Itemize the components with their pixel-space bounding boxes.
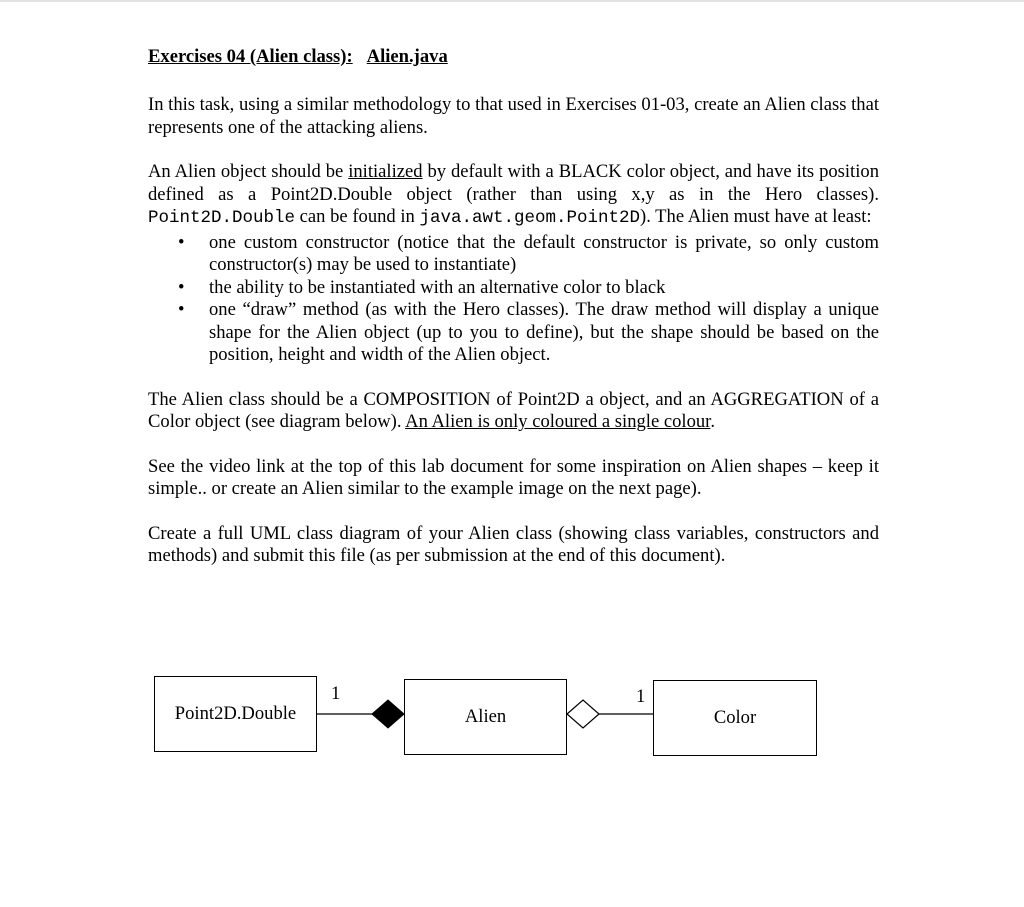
bullet-icon: • [178, 231, 185, 253]
code-java-awt-geom-point2d: java.awt.geom.Point2D [419, 208, 641, 228]
exercise-title [148, 46, 879, 70]
filled-diamond-icon [372, 700, 404, 728]
text-segment: can be found in [295, 206, 420, 227]
text-segment: . [710, 411, 715, 432]
text-segment: An Alien object should be [148, 161, 349, 182]
class-name: Alien [464, 706, 507, 727]
multiplicity-color: 1 [636, 686, 646, 707]
list-item-text: one custom constructor (notice that the default constructor is private, so only custom constructor(s) may be used to instantiate) [209, 231, 879, 275]
bullet-icon: • [178, 276, 185, 298]
uml-class-color[interactable] [653, 680, 817, 756]
text-segment: ). The Alien must have at least: [640, 206, 872, 227]
uml-class-alien[interactable] [404, 679, 567, 755]
hollow-diamond-icon [567, 700, 599, 728]
document-page [148, 46, 879, 568]
bullet-icon: • [178, 299, 185, 320]
intro-paragraph: In this task, using a similar methodology to that used in Exercises 01-03, create an Alien class that represents one of the attacking aliens. [148, 94, 879, 138]
multiplicity-point2d: 1 [331, 683, 341, 704]
list-item-text: the ability to be instantiated with an alternative color to black [209, 276, 666, 298]
submission-paragraph: Create a full UML class diagram of your Alien class (showing class variables, constructors and methods) and submit this file (as per submission at the end of this document). [148, 522, 879, 566]
text-segment: The Alien class should be a COMPOSITION of Point2D a object, and an AGGREGATION of a Color object (see diagram below). [148, 388, 879, 432]
inspiration-paragraph: See the video link at the top of this lab document for some inspiration on Alien shapes – keep it simple.. or create an Alien similar to the example image on the next page). [148, 455, 879, 499]
uml-class-point2d-double[interactable] [154, 676, 317, 752]
list-item [148, 299, 879, 367]
title-part1: Exercises 04 (Alien class): [148, 46, 353, 67]
composition-paragraph [148, 389, 879, 434]
requirements-list [148, 232, 879, 367]
text-segment: by default with a BLACK color object, and have its position defined as a Point2D.Double object (rather than using x,y as in the Hero classes). [148, 161, 879, 205]
class-name: Color [713, 707, 757, 728]
list-item [148, 277, 879, 300]
title-filename: Alien.java [366, 46, 448, 67]
underlined-single-colour-note: An Alien is only coloured a single colour [405, 411, 711, 432]
code-point2d-double: Point2D.Double [148, 208, 296, 228]
class-name: Point2D.Double [174, 703, 297, 724]
top-border [0, 0, 1024, 2]
list-item [148, 232, 879, 277]
list-item-text: one “draw” method (as with the Hero classes). The draw method will display a unique shape for the Alien object (up to you to define), but the shape should be based on the position, height and width of the Alien object. [209, 299, 879, 365]
requirements-paragraph [148, 161, 879, 230]
underlined-term-initialized: initialized [348, 161, 423, 182]
